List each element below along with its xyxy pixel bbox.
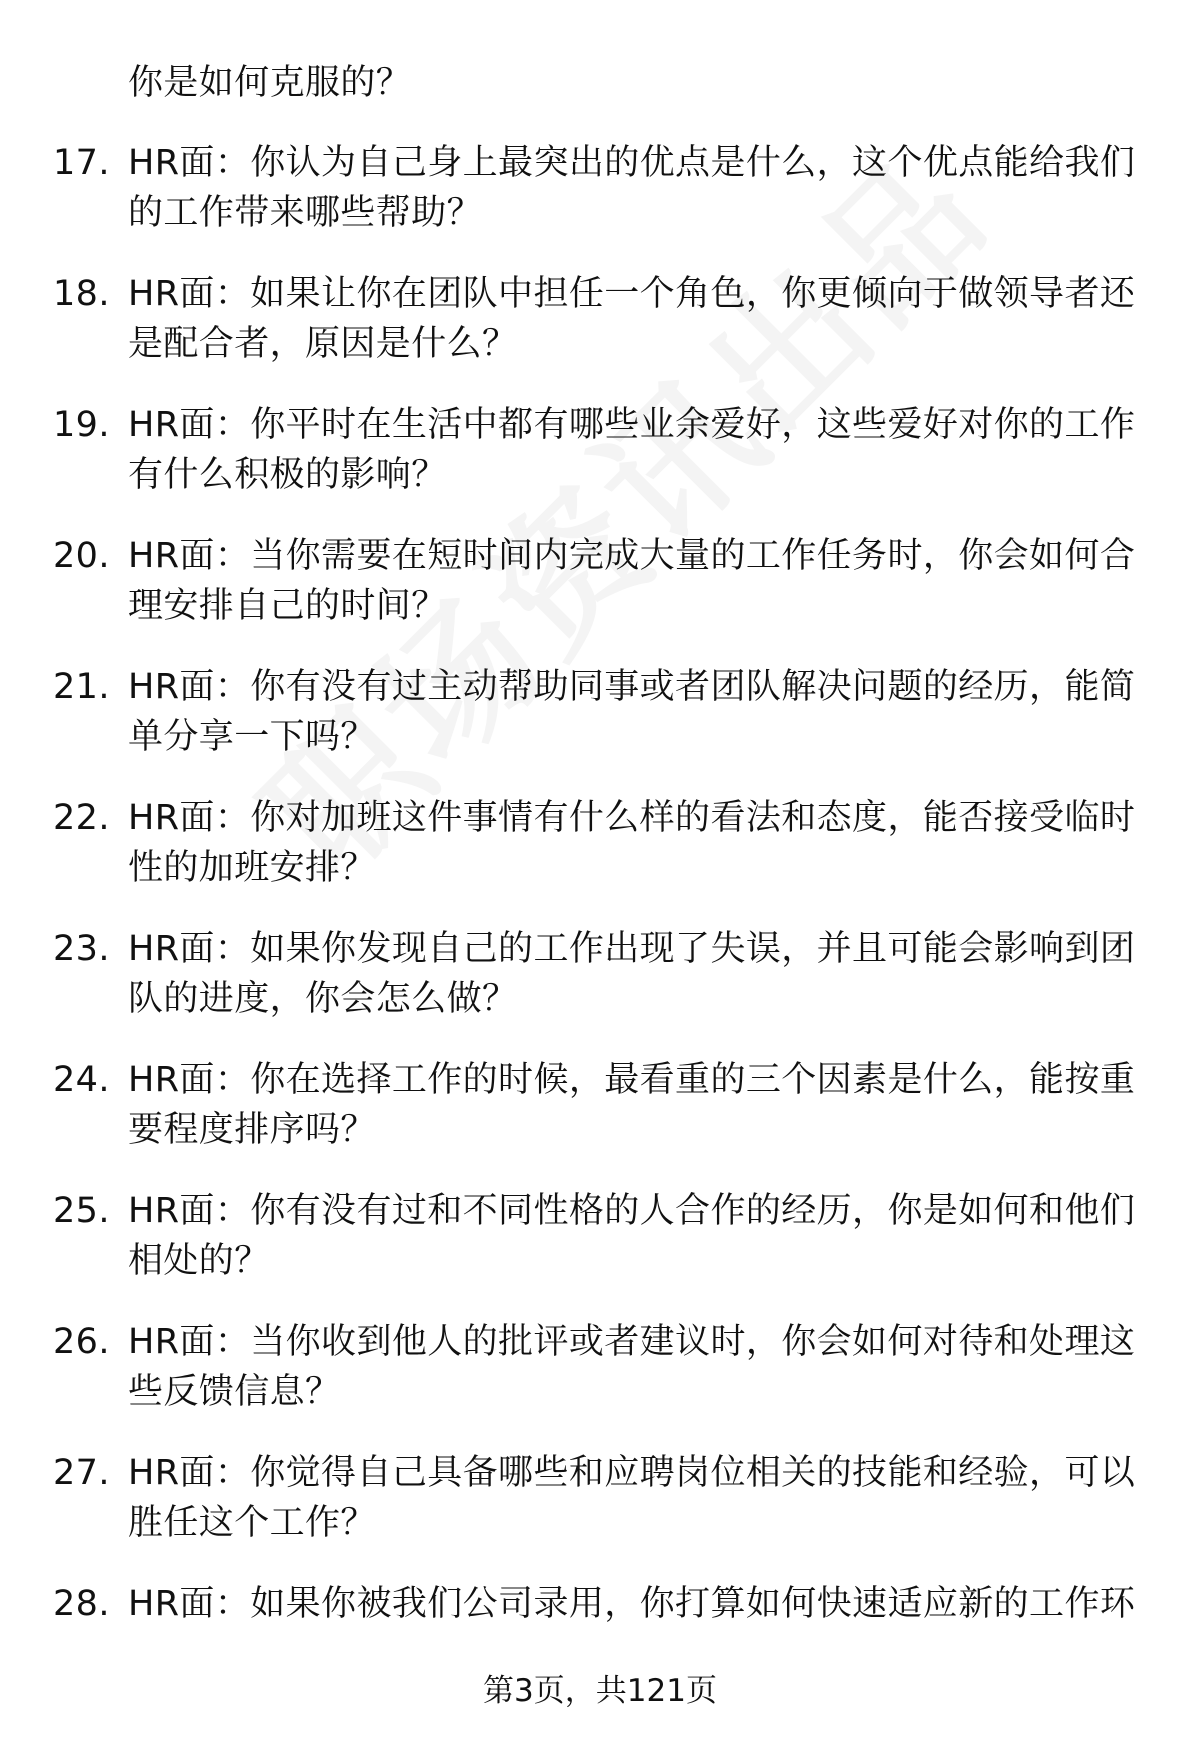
question-item xyxy=(0,793,1200,924)
question-text: HR面：你有没有过和不同性格的人合作的经历，你是如何和他们相处的？ xyxy=(128,1191,1136,1281)
question-text: HR面：你对加班这件事情有什么样的看法和态度，能否接受临时性的加班安排？ xyxy=(128,798,1136,888)
question-item xyxy=(0,269,1200,400)
question-item xyxy=(0,400,1200,531)
question-text: HR面：如果你发现自己的工作出现了失误，并且可能会影响到团队的进度，你会怎么做？ xyxy=(128,929,1136,1019)
question-number: 22. xyxy=(53,798,110,838)
question-number: 27. xyxy=(53,1453,110,1493)
question-item xyxy=(0,1055,1200,1186)
question-text: HR面：如果你被我们公司录用，你打算如何快速适应新的工作环 xyxy=(128,1584,1136,1624)
question-number: 19. xyxy=(53,405,110,445)
question-text: HR面：你在选择工作的时候，最看重的三个因素是什么，能按重要程度排序吗？ xyxy=(128,1060,1136,1150)
continued-question-text: 你是如何克服的？ xyxy=(128,63,412,103)
question-text: HR面：当你收到他人的批评或者建议时，你会如何对待和处理这些反馈信息？ xyxy=(128,1322,1136,1412)
question-list xyxy=(0,138,1200,1710)
question-number: 28. xyxy=(53,1584,110,1624)
question-number: 26. xyxy=(53,1322,110,1362)
question-item xyxy=(0,662,1200,793)
question-item xyxy=(0,531,1200,662)
question-text: HR面：你平时在生活中都有哪些业余爱好，这些爱好对你的工作有什么积极的影响？ xyxy=(128,405,1136,495)
question-number: 18. xyxy=(53,274,110,314)
question-number: 24. xyxy=(53,1060,110,1100)
question-number: 25. xyxy=(53,1191,110,1231)
question-item xyxy=(0,138,1200,269)
question-number: 17. xyxy=(53,143,110,183)
question-item xyxy=(0,924,1200,1055)
page-footer: 第3页，共121页 xyxy=(483,1673,717,1709)
question-number: 20. xyxy=(53,536,110,576)
question-item xyxy=(0,1317,1200,1448)
question-text: HR面：当你需要在短时间内完成大量的工作任务时，你会如何合理安排自己的时间？ xyxy=(128,536,1136,626)
question-text: HR面：你认为自己身上最突出的优点是什么，这个优点能给我们的工作带来哪些帮助？ xyxy=(128,143,1136,233)
question-item xyxy=(0,1448,1200,1579)
question-text: HR面：你觉得自己具备哪些和应聘岗位相关的技能和经验，可以胜任这个工作？ xyxy=(128,1453,1136,1543)
question-text: HR面：你有没有过主动帮助同事或者团队解决问题的经历，能简单分享一下吗？ xyxy=(128,667,1136,757)
question-number: 23. xyxy=(53,929,110,969)
question-number: 21. xyxy=(53,667,110,707)
question-text: HR面：如果让你在团队中担任一个角色，你更倾向于做领导者还是配合者，原因是什么？ xyxy=(128,274,1136,364)
question-item xyxy=(0,1186,1200,1317)
